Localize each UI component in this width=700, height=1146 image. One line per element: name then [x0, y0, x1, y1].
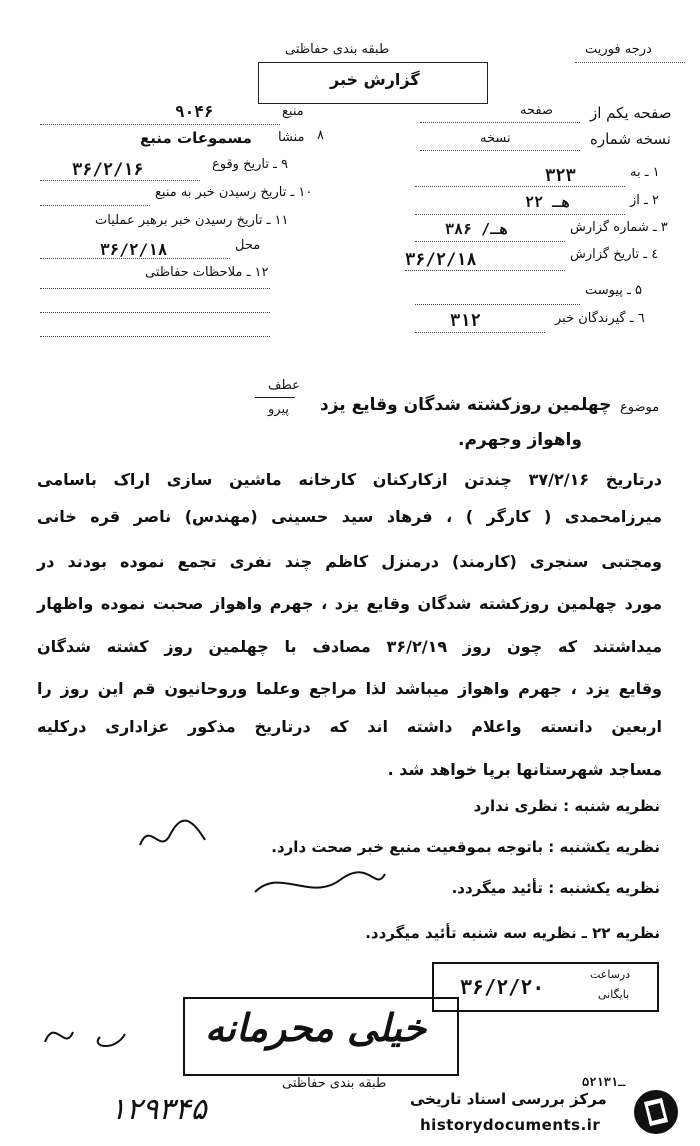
field-3-value: ۳۸۶ /هـ	[445, 220, 509, 238]
field-11-location-label: محل	[235, 238, 261, 253]
date-stamp-value: ۳۶/۲/۲۰	[460, 975, 545, 999]
field-4-line	[405, 270, 565, 271]
body-line-4: مورد چهلمین روزکشته شدگان وقایع یزد ، جهرم واهواز صحبت نموده واظهار	[37, 594, 662, 613]
field-9-label: ۹ ـ تاریخ وقوع	[212, 157, 289, 172]
body-line-5: میداشتند که چون روز ۳۶/۲/۱۹ مصادف با چهلمین روز کشته شدگان	[37, 637, 663, 656]
field-9-line	[40, 180, 200, 181]
field-12-line-2	[40, 312, 270, 313]
field-12-line-3	[40, 336, 270, 337]
subject-label: موضوع	[620, 400, 660, 415]
brand-logo-icon	[632, 1088, 680, 1136]
field-2-line	[415, 214, 625, 215]
field-4-value: ۳۶/۲/۱۸	[405, 250, 477, 270]
body-line-1: درتاریخ ۳۷/۲/۱۶ چندتن ازکارکنان کارخانه ماشین سازی اراک باسامی	[37, 470, 662, 489]
field-6-value: ۳۱۲	[450, 311, 481, 331]
body-line-7: اربعین دانسته واعلام داشته اند که درتاریخ مذکور عزاداری درکلیه	[37, 717, 662, 736]
field-4-label: ٤ ـ تاریخ گزارش	[570, 247, 659, 262]
margin-scribble	[35, 1012, 135, 1057]
field-10-label: ۱۰ ـ تاریخ رسیدن خبر به منبع	[155, 185, 313, 200]
body-line-2: میرزامحمدی ( کارگر ) ، فرهاد سید حسینی (مهندس) ناصر قره خانی	[37, 507, 662, 526]
priority-line	[575, 62, 685, 63]
subject-line-1: چهلمین روزکشته شدگان وقایع یزد	[320, 395, 612, 415]
field-2-value: ۲۲ هـ	[525, 193, 571, 211]
source-line	[40, 124, 280, 125]
priority-label: درجه فوریت	[585, 42, 652, 57]
field-3-label: ۳ ـ شماره گزارش	[570, 220, 668, 235]
peyro-label: پیرو	[268, 402, 289, 417]
field-12-line-1	[40, 288, 270, 289]
handwritten-number: ۱۲۹۳۴۵	[110, 1092, 207, 1127]
date-stamp-sub: بایگانی	[598, 988, 630, 1001]
date-stamp-label: درساعت	[590, 968, 631, 981]
page-value: صفحه	[520, 103, 553, 118]
field-10-line	[40, 205, 150, 206]
origin-label: منشا	[278, 130, 305, 145]
field-1-label: ۱ ـ به	[630, 165, 660, 180]
copy-line	[420, 150, 580, 151]
signature-2	[250, 862, 390, 907]
body-line-3: ومجتبی سنجری (کارمند) درمنزل کاظم چند نفری تجمع نموده بودند در	[37, 552, 662, 571]
field-11-label: ۱۱ ـ تاریخ رسیدن خبر برهبر عملیات	[95, 213, 289, 228]
signature-1	[135, 810, 215, 860]
opinion-1: نظریه شنبه : نظری ندارد	[473, 797, 660, 815]
form-code: ۵۲ـ۱۳۱	[582, 1075, 626, 1089]
page-line	[420, 122, 580, 123]
source-label: منبع	[282, 104, 304, 119]
page-of-label: صفحه یکم از	[590, 104, 672, 122]
field-6-line	[415, 332, 545, 333]
field-3-line	[415, 241, 565, 242]
field-9-value: ۳۶/۲/۱۶	[72, 160, 144, 180]
field-11-value: ۳۶/۲/۱۸	[100, 240, 168, 259]
copy-number-label: نسخه شماره	[590, 130, 671, 148]
field-5-label: ۵ ـ پیوست	[585, 283, 642, 298]
confidential-text: خیلی محرمانه	[205, 1005, 427, 1050]
brand-name-en: historydocuments.ir	[420, 1116, 601, 1134]
form-title: گزارش خبر	[330, 70, 420, 89]
opinion-2: نظریه یکشنبه : باتوجه بموقعیت منبع خبر صحت دارد.	[271, 838, 660, 856]
atf-divider	[255, 397, 295, 398]
origin-value: ۸	[317, 128, 324, 143]
opinion-3: نظریه یکشنبه : تأئید میگردد.	[451, 879, 660, 897]
opinion-4: نظریه ۲۲ ـ نظریه سه شنبه تأئید میگردد.	[365, 924, 660, 942]
classification-bottom: طبقه بندی حفاظتی	[282, 1076, 387, 1091]
field-2-label: ۲ ـ از	[630, 193, 659, 208]
copy-value: نسخه	[480, 131, 511, 146]
atf-label: عطف	[268, 378, 300, 393]
field-11-line	[40, 258, 230, 259]
body-line-8: مساجد شهرستانها برپا خواهد شد .	[387, 760, 662, 779]
source-hearings: مسموعات منبع	[140, 129, 252, 147]
field-12-label: ۱۲ ـ ملاحظات حفاظتی	[145, 265, 269, 280]
classification-top: طبقه بندی حفاظتی	[285, 42, 390, 57]
field-1-line	[415, 186, 625, 187]
body-line-6: وقایع یزد ، جهرم واهواز میباشد لذا مراجع وعلما وروحانیون قم این روز را	[37, 679, 662, 698]
subject-line-2: واهواز وجهرم.	[458, 430, 582, 450]
field-1-value: ۳۲۳	[545, 166, 576, 186]
brand-name-fa: مرکز بررسی اسناد تاریخی	[410, 1090, 607, 1108]
field-6-label: ٦ ـ گیرندگان خبر	[555, 311, 645, 326]
source-number: ۹۰۴۶	[175, 102, 214, 121]
field-5-line	[415, 304, 580, 305]
